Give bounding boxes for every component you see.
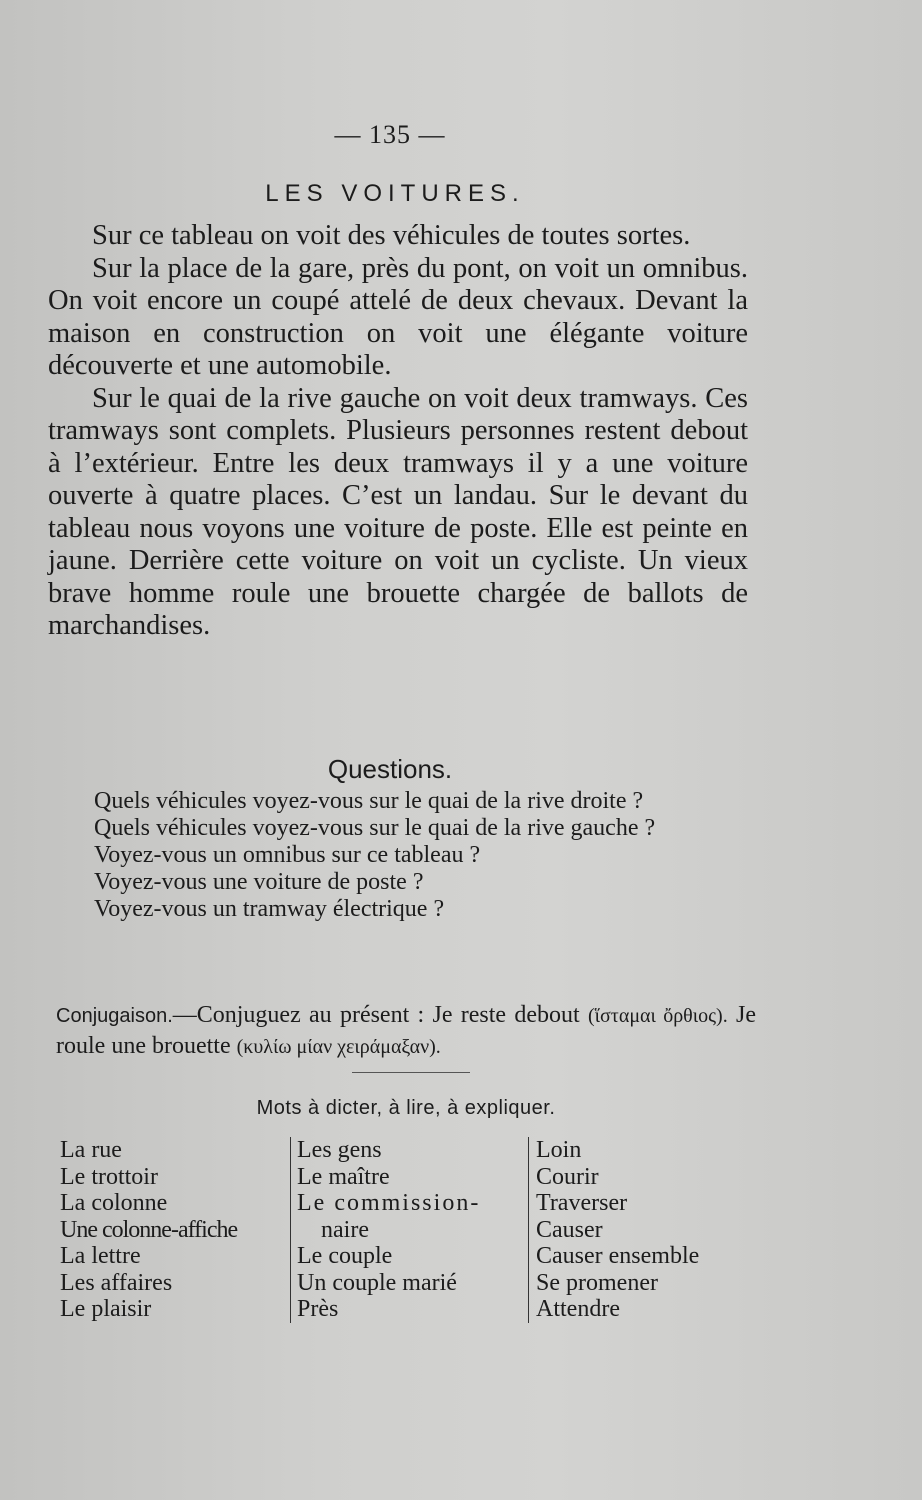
- vocabulary-word: Loin: [536, 1137, 582, 1163]
- vocabulary-word: Causer ensemble: [536, 1243, 700, 1269]
- questions-heading: Questions.: [327, 754, 453, 784]
- conjugation-label: Conjugaison.: [56, 1005, 173, 1027]
- vocabulary-word: Le maître: [297, 1163, 390, 1190]
- vocabulary-word: Les affaires: [60, 1269, 173, 1296]
- vocabulary-word: Traverser: [536, 1190, 628, 1216]
- vocabulary-column-1: [60, 1137, 286, 1323]
- vocabulary-word: La rue: [60, 1137, 122, 1163]
- section-divider: [352, 1072, 470, 1073]
- vocabulary-column-3: [528, 1137, 776, 1323]
- vocabulary-word: Causer: [536, 1216, 603, 1243]
- conjugation-instruction: —Conjuguez au présent : Je reste debout: [172, 1002, 580, 1028]
- question-item: Quels véhicules voyez-vous sur le quai de la rive droite ?: [94, 788, 644, 814]
- vocabulary-column-2: [290, 1137, 533, 1323]
- vocabulary-word: La lettre: [60, 1243, 141, 1269]
- paragraph-3: Sur le quai de la rive gauche on voit deux tramways. Ces tramways sont complets. Plusieurs personnes restent debout à l’extérieur. Entre les deux tramways il y a une voiture ouverte à quatre places. C’est un landau. Sur le devant du tableau nous voyons une voiture de poste. Elle est peinte en jaune. Derrière cette voiture on voit un cycliste. Un vieux brave homme roule une brouette chargée de ballots de marchandises.: [48, 382, 748, 641]
- question-item: Voyez-vous une voiture de poste ?: [94, 869, 424, 895]
- vocabulary-word: La colonne: [60, 1190, 168, 1216]
- question-item: Voyez-vous un tramway électrique ?: [94, 896, 445, 922]
- vocabulary-word: naire: [321, 1216, 369, 1243]
- page-number: — 135 —: [334, 120, 446, 149]
- vocabulary-word: Près: [297, 1296, 339, 1322]
- vocabulary-word: Le plaisir: [60, 1296, 152, 1322]
- conjugation-exercise: [56, 1000, 756, 1062]
- vocabulary-word: Se promener: [536, 1269, 658, 1296]
- vocabulary-word: Le couple: [297, 1243, 393, 1269]
- vocabulary-word: Courir: [536, 1163, 599, 1190]
- question-item: Quels véhicules voyez-vous sur le quai de la rive gauche ?: [94, 815, 656, 841]
- conjugation-phrase-2: Je roule une brouette: [56, 1002, 756, 1059]
- page-title: LES VOITURES.: [265, 180, 525, 207]
- greek-translation-1: (ἵσταμαι ὄρθιος).: [587, 1005, 728, 1027]
- vocabulary-word: Le trottoir: [60, 1163, 158, 1190]
- vocabulary-word: Attendre: [536, 1296, 620, 1322]
- vocabulary-heading: Mots à dicter, à lire, à expliquer.: [256, 1097, 556, 1119]
- vocabulary-word: Un couple marié: [297, 1269, 457, 1296]
- questions-list: [54, 788, 754, 923]
- question-item: Voyez-vous un omnibus sur ce tableau ?: [94, 842, 481, 868]
- vocabulary-word: Une colonne-affiche: [60, 1216, 238, 1243]
- reading-text: [48, 220, 748, 643]
- paragraph-2: Sur la place de la gare, près du pont, on voit un omnibus. On voit encore un coupé attelé de deux chevaux. Devant la maison en construction on voit une élégante voiture découverte et une automobile.: [48, 252, 748, 381]
- paragraph-1: Sur ce tableau on voit des véhicules de toutes sortes.: [92, 220, 691, 251]
- vocabulary-word: Les gens: [297, 1137, 382, 1163]
- vocabulary-word: Le commission-: [297, 1190, 481, 1216]
- greek-translation-2: (κυλίω μίαν χειράμαξαν).: [236, 1036, 441, 1058]
